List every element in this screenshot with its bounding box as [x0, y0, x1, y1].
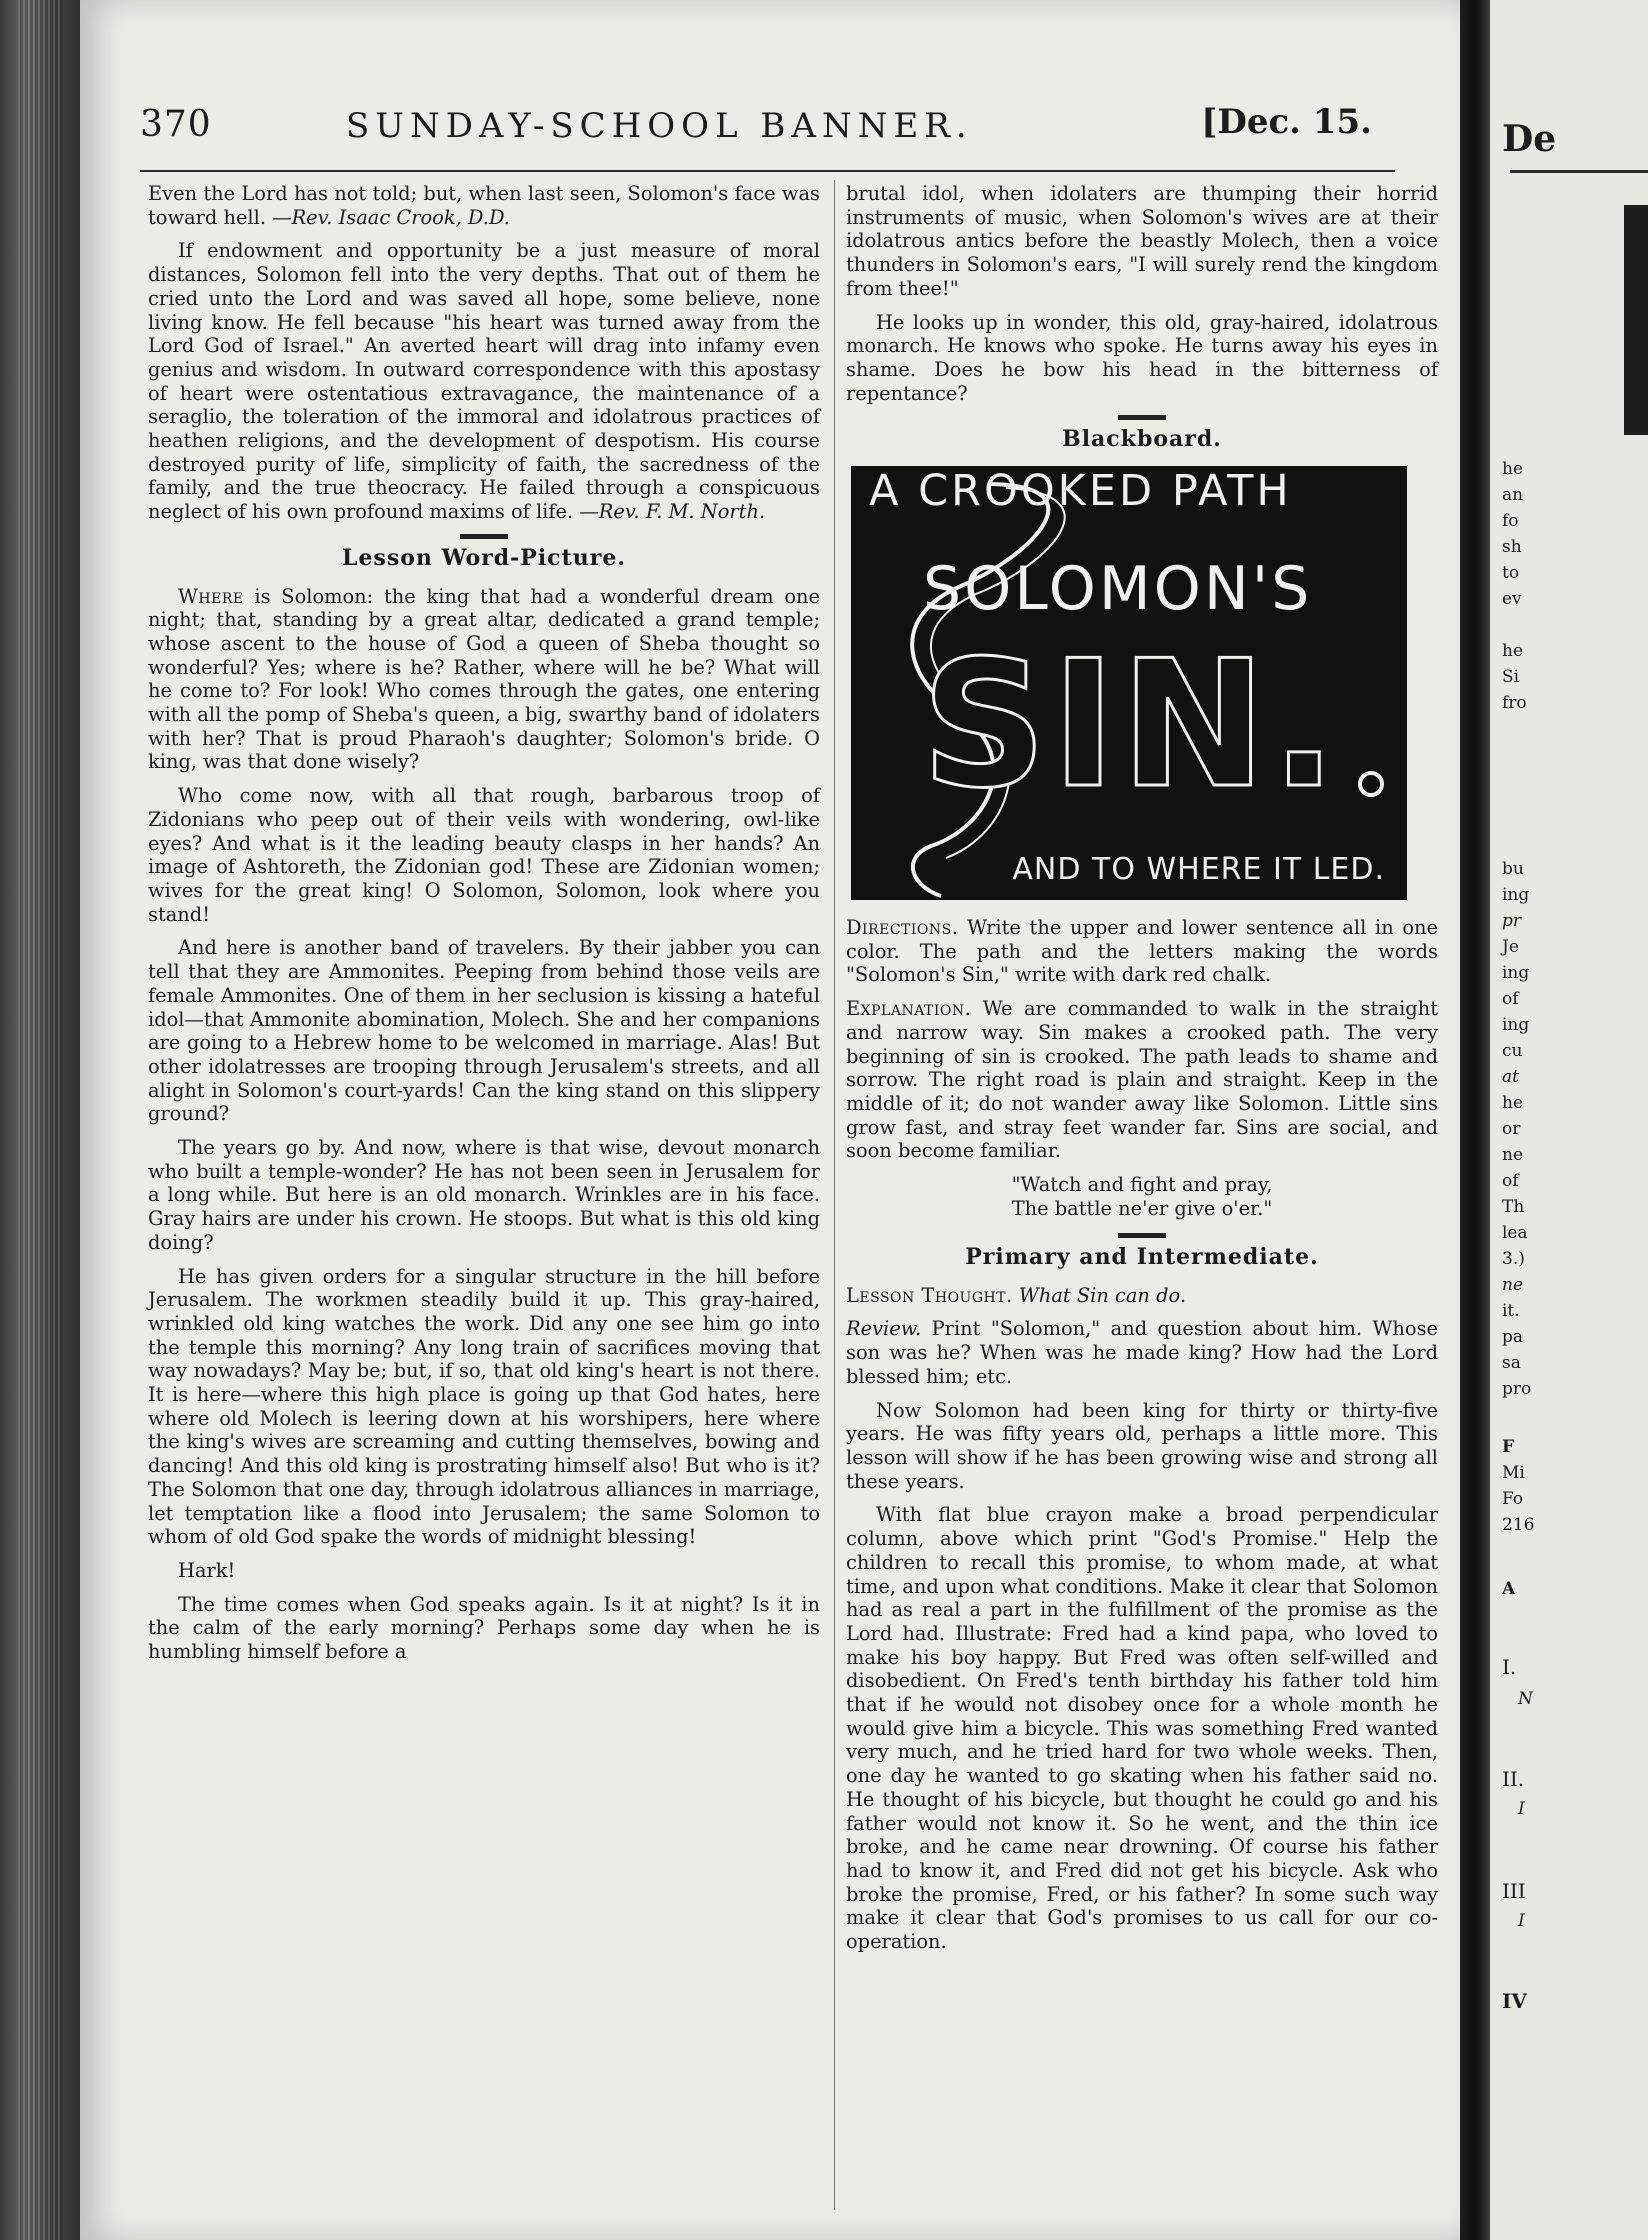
lead-word: Directions.: [846, 916, 959, 940]
facing-fragment: ev: [1502, 589, 1522, 609]
facing-fragment: I.: [1502, 1655, 1517, 1679]
section-rule: [1118, 415, 1166, 420]
facing-page-fragment: [1490, 0, 1648, 2240]
page-header: [140, 100, 1390, 160]
facing-fragment: of: [1502, 1171, 1519, 1191]
paragraph: With flat blue crayon make a broad perpendicular column, above which print "God's Promise." Help the children to recall this promise, to whom made, at what time, and upon what conditions. Make it clear that Solomon had as real a part in the fulfillment of the promise as the Lord had. Illustrate: Fred had a kind papa, who loved to make his boy happy. But Fred was often self-willed and disobedient. On Fred's tenth birthday his father told him that if he would not disobey once for a whole month he would give him a bicycle. This was something Fred wanted very much, and he tried hard for two whole weeks. Then, one day he wanted to go skating when his father said no. He thought of his bicycle, but thought he could go and his father would not know it. So he went, and the thin ice broke, and he came near drowning. Of course his father had to know it, and Fred did not get his bicycle. Ask who broke the promise, Fred, or his father? In some such way make it clear that God's promises to us call for our co-operation.: [846, 1503, 1438, 1954]
facing-fragment: bu: [1502, 859, 1524, 879]
facing-fragment: pr: [1502, 911, 1522, 931]
facing-fragment: ing: [1502, 1015, 1530, 1035]
facing-fragment: ne: [1502, 1275, 1524, 1295]
verse-quote: [846, 1173, 1438, 1221]
masthead-title: SUNDAY-SCHOOL BANNER.: [346, 106, 973, 146]
facing-fragment: he: [1502, 1093, 1524, 1113]
facing-fragment: ing: [1502, 885, 1530, 905]
paragraph: Where is Solomon: the king that had a wonderful dream one night; that, standing by a great altar, dedicated a grand temple; whose ascent to the house of God a queen of Sheba thought so wonderful? Yes; where is he? Rather, where will he be? What will he come to? For look! Who comes through the gates, one entering with all the pomp of Sheba's queen, a big, swarthy band of idolaters with her? That is proud Pharaoh's daughter; Solomon's bride. O king, was that done wisely?: [148, 584, 820, 774]
section-rule: [1118, 1233, 1166, 1238]
blackboard-top-line: A CROOKED PATH: [869, 466, 1292, 517]
binding-edge: [18, 0, 62, 2240]
paragraph: Who come now, with all that rough, barbarous troop of Zidonians who peep out of their veils with wondering, owl-like eyes? And what is it the leading beauty clasps in her hands? An image of Ashtoreth, the Zidonian god! These are Zidonian women; wives for the great king! O Solomon, Solomon, look where you stand!: [148, 784, 820, 926]
page-gutter: [1460, 0, 1490, 2240]
paragraph: Directions. Write the upper and lower sentence all in one color. The path and the letters making the words "Solomon's Sin," write with dark red chalk.: [846, 916, 1438, 987]
facing-fragment: A: [1502, 1579, 1516, 1599]
facing-fragment: I: [1518, 1911, 1525, 1931]
paragraph: He looks up in wonder, this old, gray-haired, idolatrous monarch. He knows who spoke. He turns away his eyes in shame. Does he bow his head in the bitterness of repentance?: [846, 310, 1438, 405]
facing-fragment: 3.): [1502, 1249, 1525, 1269]
lesson-thought: What Sin can do.: [1018, 1283, 1186, 1307]
facing-fragment: N: [1518, 1689, 1533, 1709]
facing-fragment: ne: [1502, 1145, 1524, 1165]
lead-word: Review.: [846, 1317, 922, 1341]
facing-fragment: fo: [1502, 511, 1519, 531]
paragraph: Explanation. We are commanded to walk in the straight and narrow way. Sin makes a crooked path. The very beginning of sin is crooked. The path leads to shame and sorrow. The right road is plain and straight. Keep in the middle of it; do not wander away like Solomon. Little sins grow fast, and stray feet wander far. Sins are social, and soon become familiar.: [846, 997, 1438, 1163]
facing-page-illustration: [1624, 205, 1648, 435]
facing-fragment: pro: [1502, 1379, 1532, 1399]
right-column: [846, 182, 1438, 1964]
facing-fragment: of: [1502, 989, 1519, 1009]
facing-fragment: cu: [1502, 1041, 1523, 1061]
blackboard-middle-line: SOLOMON'S: [923, 554, 1313, 625]
paragraph: brutal idol, when idolaters are thumping their horrid instruments of music, when Solomon's wives are at their idolatrous antics before the beastly Molech, then a voice thunders in Solomon's ears, "I will surely rend the kingdom from thee!": [846, 182, 1438, 300]
facing-fragment: an: [1502, 485, 1524, 505]
issue-date: [Dec. 15.: [1201, 102, 1372, 142]
verse-line: The battle ne'er give o'er.": [1011, 1197, 1273, 1221]
facing-fragment: Fo: [1502, 1489, 1524, 1509]
page-number: 370: [140, 104, 212, 145]
column-divider: [834, 180, 835, 2210]
paragraph: He has given orders for a singular structure in the hill before Jerusalem. The workmen steadily build it up. This gray-haired, wrinkled old king watches the work. Did any one see him go into the temple this morning? Any long train of sacrifices moving that way nowadays? May be; but, if so, that old king's heart is not there. It is here—where this high place is going up that God hates, here where old Molech is leering down at his worshipers, here where the king's wives are screaming and cutting themselves, bowing and dancing! And this old king is prostrating himself also! But who is it? The Solomon that one day, through idolatrous alliances in marriage, let temptation like a flood into Jerusalem; the same Solomon to whom of old God spake the words of midnight blessing!: [148, 1264, 820, 1549]
author-credit: —Rev. F. M. North.: [579, 500, 766, 524]
facing-fragment: fro: [1502, 693, 1527, 713]
paragraph: Even the Lord has not told; but, when last seen, Solomon's face was toward hell. —Rev. Isaac Crook, D.D.: [148, 182, 820, 229]
left-column: [148, 182, 820, 1674]
blackboard-illustration: [851, 466, 1407, 900]
paragraph: The years go by. And now, where is that wise, devout monarch who built a temple-wonder? He has not been seen in Jerusalem for a long while. But here is an old monarch. Wrinkles are in his face. Gray hairs are under his crown. He stoops. But what is this old king doing?: [148, 1136, 820, 1254]
facing-fragment: Si: [1502, 667, 1520, 687]
facing-fragment: Th: [1502, 1197, 1525, 1217]
lead-word: Explanation.: [846, 997, 972, 1021]
section-heading: Lesson Word-Picture.: [342, 544, 626, 571]
facing-fragment: sh: [1502, 537, 1522, 557]
facing-fragment: I: [1518, 1799, 1525, 1819]
paragraph: Review. Print "Solomon," and question about him. Whose son was he? When was he made king? How had the Lord blessed him; etc.: [846, 1317, 1438, 1388]
book-binding: [0, 0, 80, 2240]
verse-line: "Watch and fight and pray,: [1011, 1173, 1273, 1197]
facing-fragment: it.: [1502, 1301, 1520, 1321]
facing-fragment: at: [1502, 1067, 1519, 1087]
facing-fragment: III: [1502, 1879, 1526, 1903]
lead-word: Where: [178, 584, 244, 608]
blackboard-big-word: SIN.: [921, 624, 1342, 828]
lead-word: Lesson Thought.: [846, 1283, 1013, 1307]
section-rule: [460, 534, 508, 539]
blackboard-bottom-line: AND TO WHERE IT LED.: [1012, 852, 1385, 888]
facing-page-rule: [1510, 170, 1648, 173]
header-rule: [140, 170, 1395, 172]
section-heading: Blackboard.: [1062, 426, 1222, 453]
facing-fragment: he: [1502, 459, 1524, 479]
facing-fragment: lea: [1502, 1223, 1528, 1243]
author-credit: —Rev. Isaac Crook, D.D.: [272, 205, 510, 229]
facing-fragment: or: [1502, 1119, 1521, 1139]
facing-fragment: he: [1502, 641, 1524, 661]
facing-fragment: to: [1502, 563, 1520, 583]
paragraph: If endowment and opportunity be a just measure of moral distances, Solomon fell into the very depths. That out of them he cried unto the Lord and was saved all hope, some believe, none living know. He fell because "his heart was turned away from the Lord God of Israel." An averted heart will drag into infamy even genius and wisdom. In outward correspondence with this apostasy of heart were ostentatious extravagance, the maintenance of a seraglio, the toleration of the immoral and idolatrous practices of heathen religions, and the development of despotism. His course destroyed purity of life, simplicity of faith, the sacredness of the family, and the true theocracy. He failed through a conspicuous neglect of his own profound maxims of life. —Rev. F. M. North.: [148, 239, 820, 524]
facing-fragment: Mi: [1502, 1463, 1525, 1483]
facing-page-header: De: [1502, 118, 1557, 160]
facing-fragment: 216: [1502, 1515, 1535, 1535]
paragraph: And here is another band of travelers. By their jabber you can tell that they are Ammonites. Peeping from behind those veils are female Ammonites. One of them in her seclusion is kissing a hateful idol—that Ammonite abomination, Molech. She and her companions are going to a Hebrew home to be welcomed in marriage. Alas! But other idolatresses are trooping through Jerusalem's streets, and all alight in Solomon's court-yards! Can the king stand on this slippery ground?: [148, 936, 820, 1126]
paragraph: The time comes when God speaks again. Is it at night? Is it in the calm of the early morning? Perhaps some day when he is humbling himself before a: [148, 1592, 820, 1664]
facing-fragment: IV: [1502, 1989, 1527, 2013]
facing-fragment: II.: [1502, 1767, 1525, 1791]
paragraph: [846, 1284, 1438, 1308]
facing-fragment: ing: [1502, 963, 1530, 983]
facing-fragment: Je: [1502, 937, 1519, 957]
section-heading: Primary and Intermediate.: [965, 1244, 1319, 1271]
paragraph: Hark!: [178, 1558, 236, 1582]
paragraph: Now Solomon had been king for thirty or thirty-five years. He was fifty years old, perhaps a little more. This lesson will show if he has been growing wise and strong all these years.: [846, 1398, 1438, 1493]
facing-fragment: sa: [1502, 1353, 1521, 1373]
facing-fragment: pa: [1502, 1327, 1524, 1347]
facing-fragment: F: [1502, 1437, 1515, 1457]
period-mark: [1360, 773, 1382, 795]
